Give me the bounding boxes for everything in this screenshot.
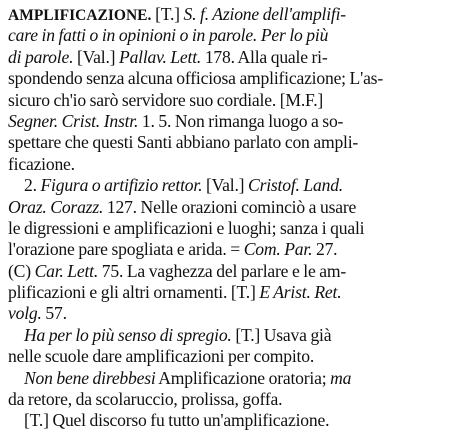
italic-segment: Pallav. Lett. <box>119 46 202 67</box>
italic-segment: Cristof. Land. <box>248 175 343 196</box>
text-segment: plificazioni e gli altri ornamenti. [T.] <box>8 282 260 303</box>
text-segment: 2. <box>24 175 41 196</box>
headword: AMPLIFICAZIONE. <box>8 7 152 24</box>
text-segment: Amplificazione oratoria; <box>155 367 331 388</box>
italic-segment: Oraz. Corazz. <box>8 196 104 217</box>
text-segment: 27. <box>312 239 338 260</box>
text-segment: [T.] Quel discorso fu tutto un'amplificazione. <box>24 410 330 431</box>
text-segment: [Val.] <box>202 175 249 196</box>
text-segment: 75. La vaghezza del parlare e le am- <box>98 260 347 281</box>
entry-line <box>8 90 462 111</box>
entry-line <box>8 4 462 25</box>
entry-line <box>8 303 462 324</box>
text-segment: (C) <box>8 260 35 281</box>
entry-line <box>8 389 462 410</box>
text-segment: l'orazione pare spogliata e arida. = <box>8 239 244 260</box>
italic-segment: Ha per lo più senso di spregio. <box>24 324 232 345</box>
entry-line <box>8 175 462 196</box>
entry-line <box>8 282 462 303</box>
italic-segment: Segner. Crist. Instr. <box>8 110 139 131</box>
italic-segment: Non bene direbbesi <box>24 367 156 388</box>
text-segment: 1. 5. Non rimanga luogo a so- <box>138 110 344 131</box>
italic-segment: di parole. <box>8 46 74 67</box>
entry-line <box>8 218 462 239</box>
text-segment: da retore, da scolaruccio, prolissa, goffa. <box>8 389 283 410</box>
italic-segment: Car. Lett. <box>34 260 99 281</box>
text-segment: 57. <box>41 303 67 324</box>
entry-line <box>8 261 462 282</box>
entry-line <box>8 325 462 346</box>
italic-segment: E Arist. Ret. <box>259 282 342 303</box>
entry-line <box>8 197 462 218</box>
entry-line <box>8 239 462 260</box>
text-segment: 178. Alla quale ri- <box>201 46 328 67</box>
italic-segment: S. f. Azione dell'amplifi- <box>183 4 346 24</box>
dictionary-entry <box>8 4 462 432</box>
text-segment: ficazione. <box>8 153 75 174</box>
entry-line <box>8 47 462 68</box>
italic-segment: care in fatti o in opinioni o in parole. Per lo più <box>8 25 329 46</box>
text-segment: [T.] Usava già <box>231 324 332 345</box>
text-segment: spettare che questi Santi abbiano parlato con ampli- <box>8 132 359 153</box>
italic-segment: Figura o artifizio rettor. <box>40 175 203 196</box>
entry-line <box>8 111 462 132</box>
entry-line <box>8 68 462 89</box>
text-segment: spondendo senza alcuna officiosa amplificazione; L'as- <box>8 68 383 89</box>
entry-line <box>8 25 462 46</box>
text-segment: le digressioni e amplificazioni e luoghi; sanza i quali <box>8 217 365 238</box>
italic-segment: ma <box>330 367 352 388</box>
text-segment: [Val.] <box>73 46 120 67</box>
entry-line <box>8 132 462 153</box>
text-segment: sicuro ch'io sarò servidore suo cordiale. [M.F.] <box>8 89 324 110</box>
entry-line <box>8 154 462 175</box>
text-segment: nelle scuole dare amplificazioni per compito. <box>8 346 315 367</box>
text-segment: [T.] <box>151 4 184 24</box>
italic-segment: volg. <box>8 303 42 324</box>
italic-segment: Com. Par. <box>243 239 313 260</box>
text-segment: 127. Nelle orazioni cominciò a usare <box>103 196 357 217</box>
entry-line <box>8 346 462 367</box>
entry-line <box>8 368 462 389</box>
